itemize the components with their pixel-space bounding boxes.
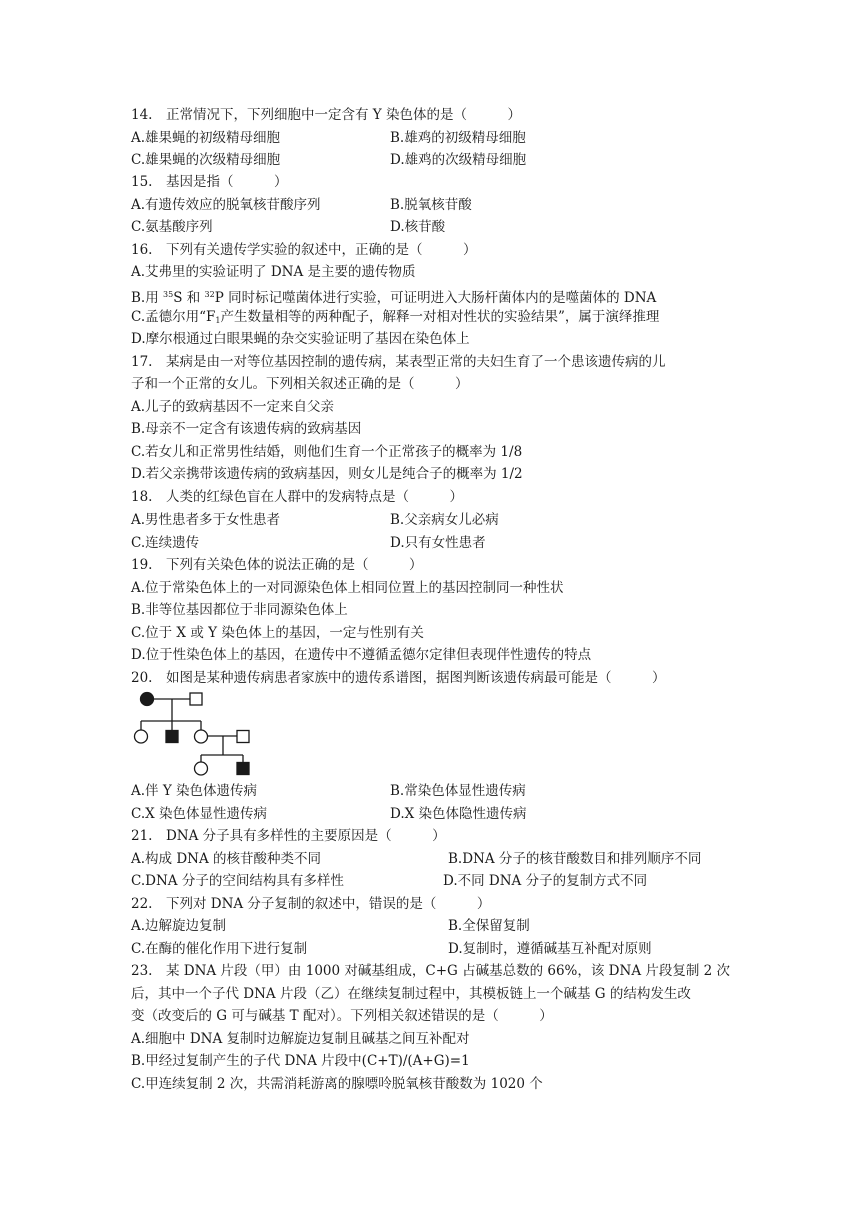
- q14-option-b: B.雄鸡的初级精母细胞: [390, 130, 526, 146]
- q21-option-a: A.构成 DNA 的核苷酸种类不同: [131, 851, 322, 867]
- q16-b-text-2: S 和: [173, 290, 205, 306]
- q14-option-c: C.雄果蝇的次级精母细胞: [131, 152, 281, 168]
- q17-stem-line2: 子和一个正常的女儿。下列相关叙述正确的是（ ）: [131, 376, 469, 392]
- q20-option-d: D.X 染色体隐性遗传病: [390, 806, 527, 822]
- q23-stem-line3: 变（改变后的 G 可与碱基 T 配对）。下列相关叙述错误的是（ ）: [131, 1008, 553, 1024]
- q15-option-b: B.脱氧核苷酸: [390, 197, 472, 213]
- q21-option-b: B.DNA 分子的核苷酸数目和排列顺序不同: [448, 851, 702, 867]
- pedigree-affected-female: [141, 693, 154, 706]
- q23-option-b: B.甲经过复制产生的子代 DNA 片段中(C+T)/(A+G)=1: [131, 1053, 470, 1069]
- q16-b-superscript-35: 35: [163, 290, 174, 299]
- q17-option-b: B.母亲不一定含有该遗传病的致病基因: [131, 421, 362, 437]
- q16-b-text-3: P 同时标记噬菌体进行实验，可证明进入大肠杆菌体内的是噬菌体的 DNA: [214, 290, 657, 306]
- q17-option-d: D.若父亲携带该遗传病的致病基因，则女儿是纯合子的概率为 1/2: [131, 466, 523, 482]
- q15-stem: 15. 基因是指（ ）: [131, 174, 288, 190]
- q19-option-b: B.非等位基因都位于非同源染色体上: [131, 602, 348, 618]
- q19-option-a: A.位于常染色体上的一对同源染色体上相同位置上的基因控制同一种性状: [131, 580, 564, 596]
- q23-option-c: C.甲连续复制 2 次，共需消耗游离的腺嘌呤脱氧核苷酸数为 1020 个: [131, 1076, 543, 1092]
- q20-option-b: B.常染色体显性遗传病: [390, 783, 526, 799]
- q18-option-c: C.连续遗传: [131, 535, 200, 551]
- q23-stem-line2: 后，其中一个子代 DNA 片段（乙）在继续复制过程中，其模板链上一个碱基 G 的结构发生改: [131, 986, 691, 1002]
- q19-stem: 19. 下列有关染色体的说法正确的是（ ）: [131, 557, 423, 573]
- q22-stem: 22. 下列对 DNA 分子复制的叙述中，错误的是（ ）: [131, 896, 491, 912]
- pedigree-unaffected-female: [195, 762, 208, 775]
- q17-stem-line1: 17. 某病是由一对等位基因控制的遗传病，某表型正常的夫妇生育了一个患该遗传病的儿: [131, 354, 666, 370]
- q19-option-c: C.位于 X 或 Y 染色体上的基因，一定与性别有关: [131, 625, 424, 641]
- pedigree-unaffected-female: [135, 730, 148, 743]
- q16-option-a: A.艾弗里的实验证明了 DNA 是主要的遗传物质: [131, 264, 416, 280]
- q16-option-d: D.摩尔根通过白眼果蝇的杂交实验证明了基因在染色体上: [131, 331, 470, 347]
- q16-stem: 16. 下列有关遗传学实验的叙述中，正确的是（ ）: [131, 242, 477, 258]
- q16-option-c: [131, 308, 659, 330]
- q23-option-a: A.细胞中 DNA 复制时边解旋边复制且碱基之间互补配对: [131, 1031, 470, 1047]
- q16-b-text-1: B.用: [131, 290, 164, 306]
- q16-c-text-1: C.孟德尔用“F: [131, 309, 216, 325]
- q20-option-c: C.X 染色体显性遗传病: [131, 806, 268, 822]
- q22-option-c: C.在酶的催化作用下进行复制: [131, 941, 308, 957]
- q16-b-superscript-32: 32: [204, 290, 215, 299]
- pedigree-unaffected-male: [237, 731, 249, 743]
- q18-option-d: D.只有女性患者: [390, 535, 486, 551]
- q20-option-a: A.伴 Y 染色体遗传病: [131, 783, 258, 799]
- q21-option-d: D.不同 DNA 分子的复制方式不同: [443, 873, 648, 889]
- q20-stem: 20. 如图是某种遗传病患者家族中的遗传系谱图，据图判断该遗传病最可能是（ ）: [131, 670, 666, 686]
- pedigree-affected-male: [237, 763, 249, 775]
- pedigree-chart: [131, 690, 261, 780]
- q22-option-d: D.复制时，遵循碱基互补配对原则: [448, 941, 652, 957]
- q21-stem: 21. DNA 分子具有多样性的主要原因是（ ）: [131, 828, 446, 844]
- q22-option-b: B.全保留复制: [448, 918, 530, 934]
- q15-option-c: C.氨基酸序列: [131, 219, 213, 235]
- pedigree-affected-male: [166, 731, 178, 743]
- q17-option-c: C.若女儿和正常男性结婚，则他们生育一个正常孩子的概率为 1/8: [131, 444, 523, 460]
- q18-option-b: B.父亲病女儿必病: [390, 512, 499, 528]
- q18-option-a: A.男性患者多于女性患者: [131, 512, 281, 528]
- q23-stem-line1: 23. 某 DNA 片段（甲）由 1000 对碱基组成，C+G 占碱基总数的 66%，该 DNA 片段复制 2 次: [131, 963, 731, 979]
- q14-option-a: A.雄果蝇的初级精母细胞: [131, 130, 281, 146]
- q16-c-subscript: 1: [215, 316, 221, 325]
- q14-option-d: D.雄鸡的次级精母细胞: [390, 152, 527, 168]
- pedigree-unaffected-female: [195, 730, 208, 743]
- q16-option-b: [131, 286, 656, 307]
- q19-option-d: D.位于性染色体上的基因，在遗传中不遵循孟德尔定律但表现伴性遗传的特点: [131, 647, 592, 663]
- q17-option-a: A.儿子的致病基因不一定来自父亲: [131, 399, 335, 415]
- q14-stem: 14. 正常情况下，下列细胞中一定含有 Y 染色体的是（ ）: [131, 107, 521, 123]
- q15-option-d: D.核苷酸: [390, 219, 446, 235]
- q16-c-text-2: 产生数量相等的两种配子，解释一对相对性状的实验结果”，属于演绎推理: [220, 309, 660, 325]
- q15-option-a: A.有遗传效应的脱氧核苷酸序列: [131, 197, 321, 213]
- q21-option-c: C.DNA 分子的空间结构具有多样性: [131, 873, 344, 889]
- pedigree-unaffected-male: [190, 693, 202, 705]
- q22-option-a: A.边解旋边复制: [131, 918, 227, 934]
- q18-stem: 18. 人类的红绿色盲在人群中的发病特点是（ ）: [131, 489, 463, 505]
